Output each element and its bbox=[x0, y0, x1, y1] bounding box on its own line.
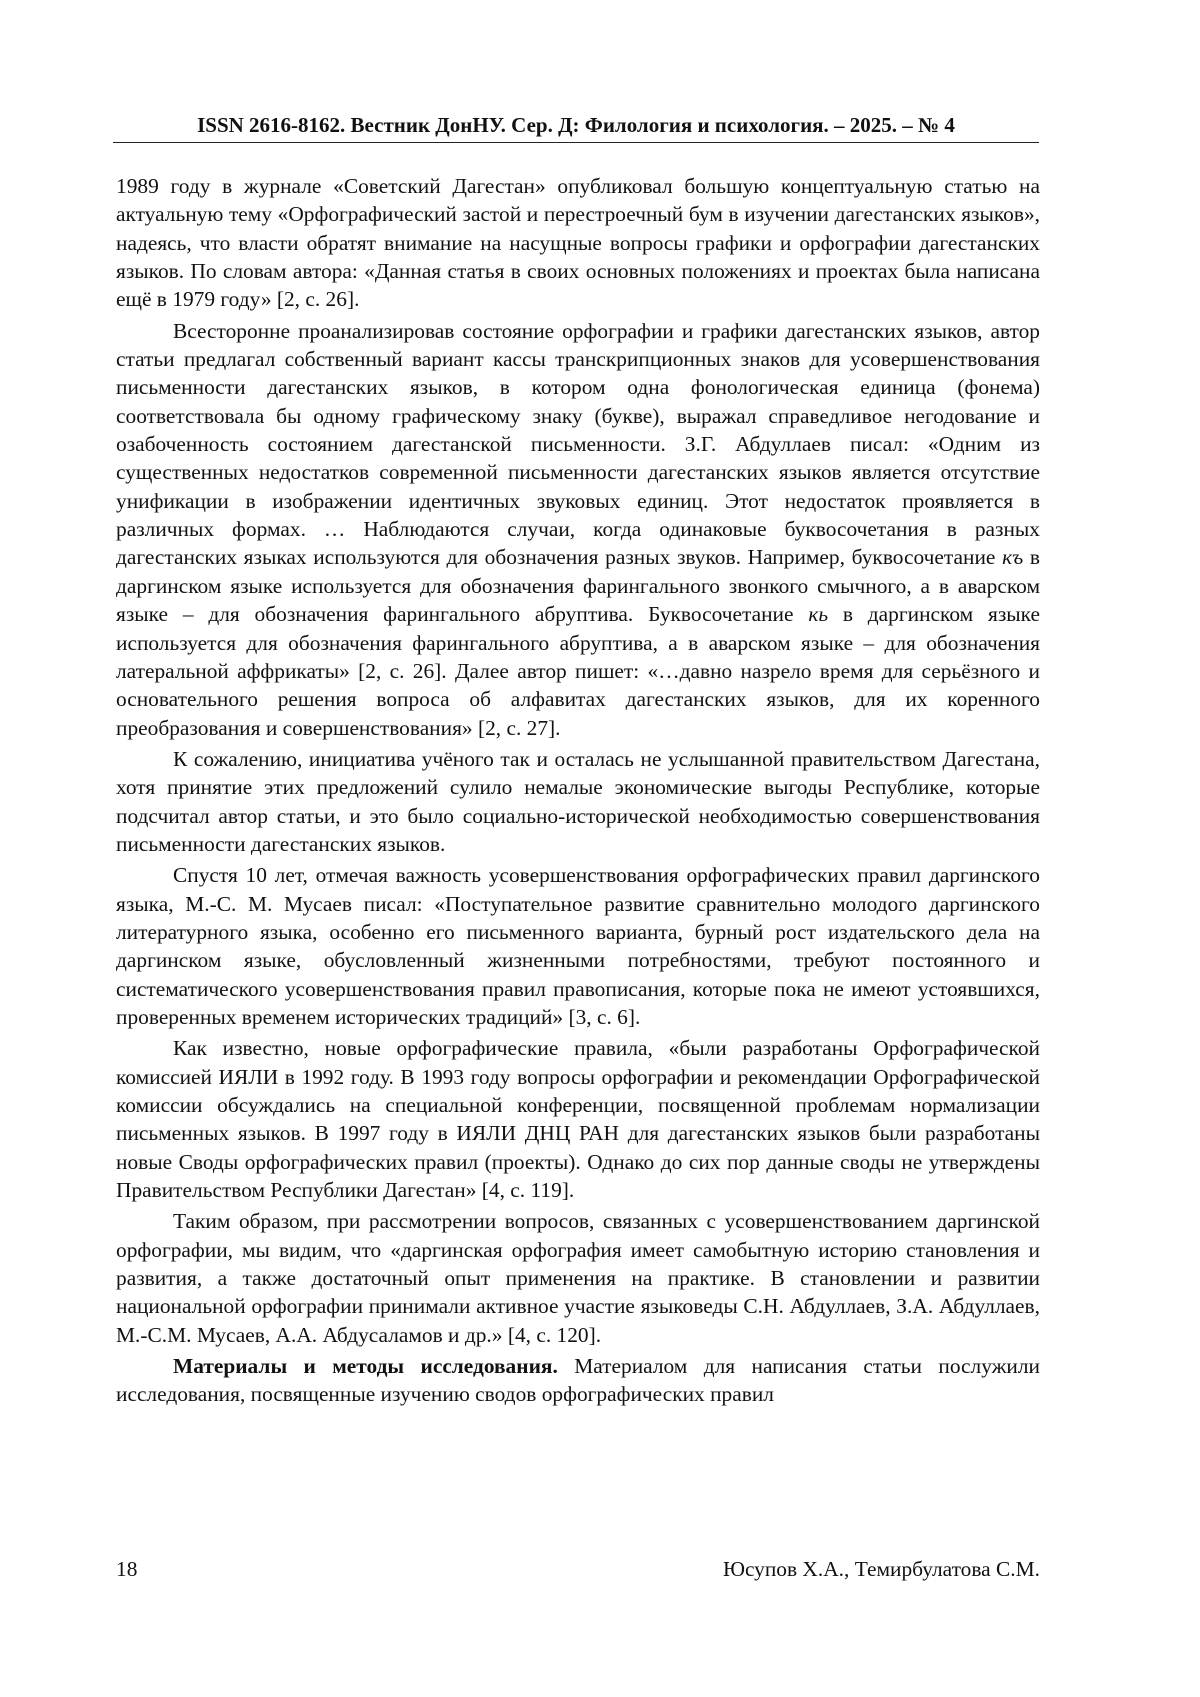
paragraph-5: Как известно, новые орфографические правила, «были разработаны Орфографической комиссией ИЯЛИ в 1992 году. В 1993 году вопросы орфографии и рекомендации Орфографической комиссии обсуждались на специальной конференции, посвященной проблемам нормализации письменных языков. В 1997 году в ИЯЛИ ДНЦ РАН для дагестанских языков были разработаны новые Своды орфографических правил (проекты). Однако до сих пор данные своды не утверждены Правительством Республики Дагестан» [4, с. 119]. bbox=[116, 1036, 1040, 1203]
paragraph-2-part-e: в даргинском языке используется для обозначения фарингального абруптива, а в аварском языке – для обозначения латеральной аффрикаты» [2, с. 26]. Далее автор пишет: «…давно назрело время для серьёзного и основательного решения вопроса об алфавитах дагестанских языков, для их коренного преобразования и совершенствования» [2, с. 27]. bbox=[116, 602, 1040, 740]
paragraph-2 bbox=[116, 317, 1040, 742]
journal-header: ISSN 2616-8162. Вестник ДонНУ. Сер. Д: Филология и психология. – 2025. – № 4 bbox=[113, 112, 1039, 143]
italic-term-k-hard: къ bbox=[1002, 545, 1024, 570]
paragraph-1: 1989 году в журнале «Советский Дагестан» опубликовал большую концептуальную статью на актуальную тему «Орфографический застой и перестроечный бум в изучении дагестанских языков», надеясь, что власти обратят внимание на насущные вопросы графики и орфографии дагестанских языков. По словам автора: «Данная статья в своих основных положениях и проектах была написана ещё в 1979 году» [2, с. 26]. bbox=[116, 174, 1040, 312]
paragraph-3: К сожалению, инициатива учёного так и осталась не услышанной правительством Дагестана, хотя принятие этих предложений сулило немалые экономические выгоды Республике, которые подсчитал автор статьи, и это было социально-исторической необходимостью совершенствования письменности дагестанских языков. bbox=[116, 746, 1040, 856]
article-body bbox=[116, 172, 1040, 1409]
footer-authors: Юсупов Х.А., Темирбулатова С.М. bbox=[722, 1557, 1040, 1581]
paragraph-7-text: Материалом для написания статьи послужили исследования, посвященные изучению сводов орфографических правил bbox=[116, 1354, 1040, 1407]
paragraph-4: Спустя 10 лет, отмечая важность усовершенствования орфографических правил даргинского языка, М.-С. М. Мусаев писал: «Поступательное развитие сравнительно молодого даргинского литературного языка, особенно его письменного варианта, бурный рост издательского дела на даргинском языке, обусловленный жизненными потребностями, требуют постоянного и систематического усовершенствования правил правописания, которые пока не имеют устоявшихся, проверенных временем исторических традиций» [3, с. 6]. bbox=[116, 863, 1040, 1029]
page-number: 18 bbox=[116, 1557, 138, 1581]
page-footer bbox=[116, 1555, 1040, 1583]
paragraph-7 bbox=[116, 1352, 1040, 1409]
section-heading-materials-methods: Материалы и методы исследования. bbox=[173, 1354, 558, 1379]
paragraph-6: Таким образом, при рассмотрении вопросов, связанных с усовершенствованием даргинской орфографии, мы видим, что «даргинская орфография имеет самобытную историю становления и развития, а также достаточный опыт применения на практике. В становлении и развитии национальной орфографии принимали активное участие языковеды С.Н. Абдуллаев, З.А. Абдуллаев, М.-С.М. Мусаев, А.А. Абдусаламов и др.» [4, с. 120]. bbox=[116, 1209, 1040, 1347]
italic-term-k-soft: кь bbox=[808, 602, 829, 627]
paragraph-2-part-c: в даргинском языке используется для обозначения фарингального звонкого смычного, а в аварском языке – для обозначения фарингального абруптива. Буквосочетание bbox=[116, 545, 1041, 627]
paragraph-2-part-a: Всесторонне проанализировав состояние орфографии и графики дагестанских языков, автор статьи предлагал собственный вариант кассы транскрипционных знаков для усовершенствования письменности дагестанских языков, в котором одна фонологическая единица (фонема) соответствовала бы одному графическому знаку (букве), выражал справедливое негодование и озабоченность состоянием дагестанской письменности. З.Г. Абдуллаев писал: «Одним из существенных недостатков современной письменности дагестанских языков является отсутствие унификации в изображении идентичных звуковых единиц. Этот недостаток проявляется в различных формах. … Наблюдаются случаи, когда одинаковые буквосочетания в разных дагестанских языках используются для обозначения разных звуков. Например, буквосочетание bbox=[116, 318, 1040, 570]
